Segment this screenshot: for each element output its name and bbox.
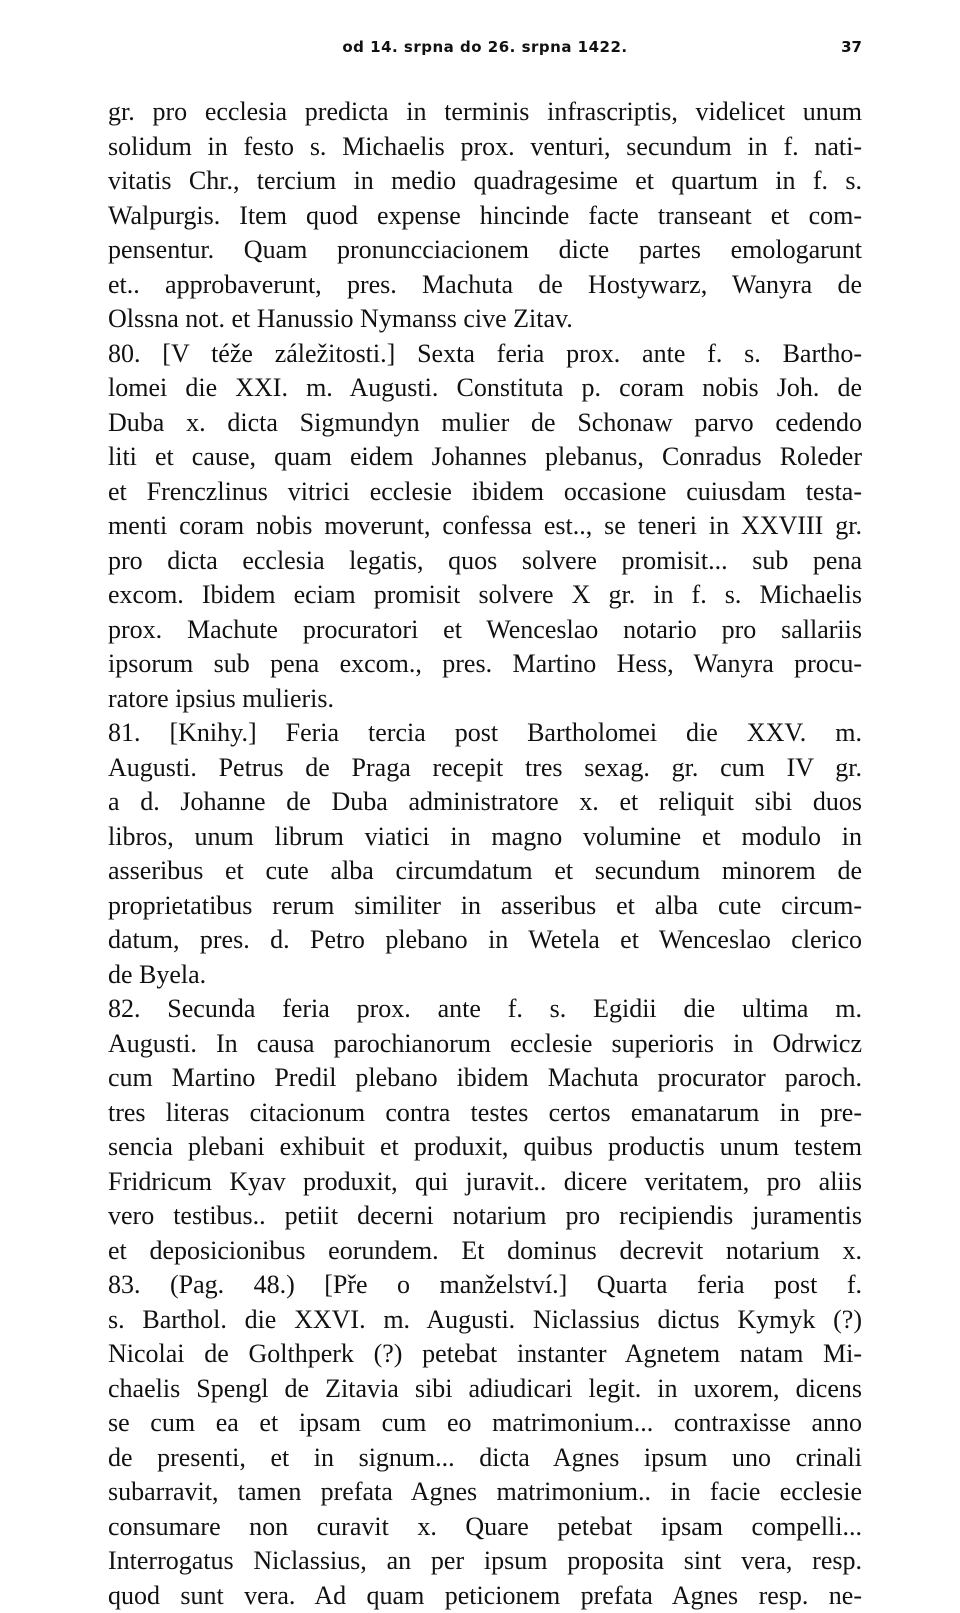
text-line: se cum ea et ipsam cum eo matrimonium... contraxisse anno xyxy=(108,1406,862,1441)
text-line: et Frenczlinus vitrici ecclesie ibidem occasione cuiusdam testa- xyxy=(108,475,862,510)
text-line: Duba x. dicta Sigmundyn mulier de Schonaw parvo cedendo xyxy=(108,406,862,441)
page-number: 37 xyxy=(841,38,862,56)
text-line: ratore ipsius mulieris. xyxy=(108,682,862,717)
header-title: od 14. srpna do 26. srpna 1422. xyxy=(108,38,862,56)
text-line: Fridricum Kyav produxit, qui juravit.. dicere veritatem, pro aliis xyxy=(108,1165,862,1200)
text-line: Interrogatus Niclassius, an per ipsum proposita sint vera, resp. xyxy=(108,1544,862,1579)
text-line: proprietatibus rerum similiter in asseribus et alba cute circum- xyxy=(108,889,862,924)
running-header xyxy=(108,38,862,62)
text-line: chaelis Spengl de Zitavia sibi adiudicari legit. in uxorem, dicens xyxy=(108,1372,862,1407)
text-line: prox. Machute procuratori et Wenceslao notario pro sallariis xyxy=(108,613,862,648)
body-text xyxy=(108,95,862,1613)
text-line: gr. pro ecclesia predicta in terminis infrascriptis, videlicet unum xyxy=(108,95,862,130)
text-line: tres literas citacionum contra testes certos emanatarum in pre- xyxy=(108,1096,862,1131)
text-line: datum, pres. d. Petro plebano in Wetela et Wenceslao clerico xyxy=(108,923,862,958)
text-line: et.. approbaverunt, pres. Machuta de Hostywarz, Wanyra de xyxy=(108,268,862,303)
text-line: Augusti. Petrus de Praga recepit tres sexag. gr. cum IV gr. xyxy=(108,751,862,786)
text-line: menti coram nobis moverunt, confessa est.., se teneri in XXVIII gr. xyxy=(108,509,862,544)
text-line: vitatis Chr., tercium in medio quadragesime et quartum in f. s. xyxy=(108,164,862,199)
text-line: et deposicionibus eorundem. Et dominus decrevit notarium x. xyxy=(108,1234,862,1269)
text-line: 81. [Knihy.] Feria tercia post Bartholomei die XXV. m. xyxy=(108,716,862,751)
text-line: quod sunt vera. Ad quam peticionem prefata Agnes resp. ne- xyxy=(108,1579,862,1613)
text-line: ipsorum sub pena excom., pres. Martino Hess, Wanyra procu- xyxy=(108,647,862,682)
text-line: subarravit, tamen prefata Agnes matrimonium.. in facie ecclesie xyxy=(108,1475,862,1510)
text-line: de Byela. xyxy=(108,958,862,993)
text-line: a d. Johanne de Duba administratore x. et reliquit sibi duos xyxy=(108,785,862,820)
text-line: excom. Ibidem eciam promisit solvere X gr. in f. s. Michaelis xyxy=(108,578,862,613)
text-line: Augusti. In causa parochianorum ecclesie superioris in Odrwicz xyxy=(108,1027,862,1062)
text-line: 83. (Pag. 48.) [Pře o manželství.] Quarta feria post f. xyxy=(108,1268,862,1303)
text-line: lomei die XXI. m. Augusti. Constituta p. coram nobis Joh. de xyxy=(108,371,862,406)
text-line: asseribus et cute alba circumdatum et secundum minorem de xyxy=(108,854,862,889)
text-line: sencia plebani exhibuit et produxit, quibus productis unum testem xyxy=(108,1130,862,1165)
text-line: solidum in festo s. Michaelis prox. venturi, secundum in f. nati- xyxy=(108,130,862,165)
text-line: 82. Secunda feria prox. ante f. s. Egidii die ultima m. xyxy=(108,992,862,1027)
text-line: pro dicta ecclesia legatis, quos solvere promisit... sub pena xyxy=(108,544,862,579)
text-line: Olssna not. et Hanussio Nymanss cive Zitav. xyxy=(108,302,862,337)
text-line: de presenti, et in signum... dicta Agnes ipsum uno crinali xyxy=(108,1441,862,1476)
text-line: pensentur. Quam pronuncciacionem dicte partes emologarunt xyxy=(108,233,862,268)
text-line: vero testibus.. petiit decerni notarium pro recipiendis juramentis xyxy=(108,1199,862,1234)
text-line: liti et cause, quam eidem Johannes plebanus, Conradus Roleder xyxy=(108,440,862,475)
text-line: consumare non curavit x. Quare petebat ipsam compelli... xyxy=(108,1510,862,1545)
text-line: libros, unum librum viatici in magno volumine et modulo in xyxy=(108,820,862,855)
text-line: s. Barthol. die XXVI. m. Augusti. Niclassius dictus Kymyk (?) xyxy=(108,1303,862,1338)
text-line: Nicolai de Golthperk (?) petebat instanter Agnetem natam Mi- xyxy=(108,1337,862,1372)
text-line: cum Martino Predil plebano ibidem Machuta procurator paroch. xyxy=(108,1061,862,1096)
text-line: Walpurgis. Item quod expense hincinde facte transeant et com- xyxy=(108,199,862,234)
text-line: 80. [V téže záležitosti.] Sexta feria prox. ante f. s. Bartho- xyxy=(108,337,862,372)
